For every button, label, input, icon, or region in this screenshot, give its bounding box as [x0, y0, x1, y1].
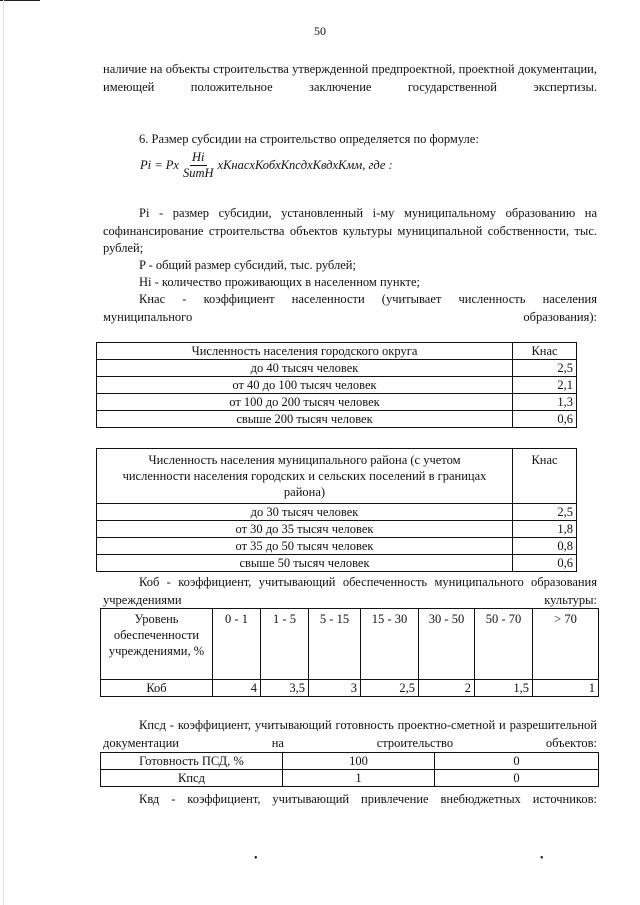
table-cell: 2,1: [513, 377, 577, 394]
definition-hi: Hi - количество проживающих в населенном пункте;: [139, 275, 420, 289]
table-cell: 1: [533, 680, 599, 697]
table-cell: 0,6: [513, 411, 577, 428]
table-cell: от 30 до 35 тысяч человек: [97, 521, 513, 538]
table-header-row: [97, 343, 577, 360]
table-row: [97, 394, 577, 411]
formula-denominator: SumH: [182, 166, 214, 180]
table-header-cell: 5 - 15: [309, 609, 361, 680]
table-cell: Кпсд: [101, 770, 283, 787]
table-row: [97, 521, 577, 538]
table-row: [101, 753, 599, 770]
table-cell: 3,5: [261, 680, 309, 697]
table-row: [97, 377, 577, 394]
formula-fraction: [181, 150, 216, 181]
subsidy-formula: [140, 150, 393, 181]
formula-lhs: Pi = Px: [140, 158, 179, 172]
table-row: [97, 411, 577, 428]
table-cell: Коб: [101, 680, 213, 697]
table-row: [101, 680, 599, 697]
table-cell: от 35 до 50 тысяч человек: [97, 538, 513, 555]
table-cell: 0: [435, 770, 599, 787]
table-row: [97, 360, 577, 377]
table-cell: Готовность ПСД, %: [101, 753, 283, 770]
table-cell: 0: [435, 753, 599, 770]
table-cell: 0,8: [513, 538, 577, 555]
table-cell: 2: [419, 680, 475, 697]
table-cell: 1: [283, 770, 435, 787]
paragraph-formula-intro: 6. Размер субсидии на строительство определяется по формуле:: [139, 132, 479, 146]
scan-edge-line: [3, 0, 4, 905]
table-header-cell: 1 - 5: [261, 609, 309, 680]
table-header-cell: 15 - 30: [361, 609, 419, 680]
table-institution-coverage: [100, 608, 599, 697]
table-cell: 2,5: [513, 360, 577, 377]
table-cell: до 40 тысяч человек: [97, 360, 513, 377]
table-header-cell: Уровень обеспеченности учреждениями, %: [101, 609, 213, 680]
definition-p: P - общий размер субсидий, тыс. рублей;: [139, 258, 356, 272]
table-cell: 1,3: [513, 394, 577, 411]
table-header-cell: > 70: [533, 609, 599, 680]
table-header-row: [101, 609, 599, 680]
formula-rhs: xКнасxКобxКпсдxКвдxКмм, где :: [217, 158, 393, 172]
table-cell: 1,5: [475, 680, 533, 697]
definition-pi: Pi - размер субсидии, установленный i-му муниципальному образованию на софинансирование строительства объектов культуры муниципальной собственности, тыс. рублей;: [103, 206, 597, 255]
table-header-cell: Численность населения муниципального района (с учетом численности населения городских и сельских поселений в границах района): [97, 449, 513, 504]
table-row: [101, 770, 599, 787]
table-cell: 2,5: [513, 504, 577, 521]
table-header-cell: Кнас: [513, 343, 577, 360]
formula-numerator: Hi: [192, 150, 205, 164]
table-cell: до 30 тысяч человек: [97, 504, 513, 521]
table-district-population: [96, 448, 577, 572]
table-cell: 4: [213, 680, 261, 697]
table-row: [97, 504, 577, 521]
table-header-cell: Кнас: [513, 449, 577, 504]
table-row: [97, 538, 577, 555]
table-design-readiness: [100, 752, 599, 787]
table-cell: 2,5: [361, 680, 419, 697]
table-city-population: [96, 342, 577, 428]
definition-kob: Коб - коэффициент, учитывающий обеспеченность муниципального образования учреждениями культуры:: [103, 575, 597, 607]
scan-speck: •: [540, 853, 544, 864]
table-header-row: [97, 449, 577, 504]
table-cell: 100: [283, 753, 435, 770]
definition-kpsd: Кпсд - коэффициент, учитывающий готовность проектно-сметной и разрешительной документации на строительство объектов:: [103, 718, 597, 750]
table-cell: 1,8: [513, 521, 577, 538]
definition-knas: Кнас - коэффициент населенности (учитывает численность населения муниципального образования):: [103, 292, 597, 324]
table-header-cell: Численность населения городского округа: [97, 343, 513, 360]
table-cell: от 100 до 200 тысяч человек: [97, 394, 513, 411]
table-cell: 0,6: [513, 555, 577, 572]
table-cell: от 40 до 100 тысяч человек: [97, 377, 513, 394]
table-row: [97, 555, 577, 572]
table-header-cell: 30 - 50: [419, 609, 475, 680]
page-number: 50: [314, 24, 326, 38]
table-header-cell: 50 - 70: [475, 609, 533, 680]
table-cell: 3: [309, 680, 361, 697]
paragraph-expertise: наличие на объекты строительства утвержденной предпроектной, проектной документации, имеющей положительное заключение государственной экспертизы.: [103, 62, 597, 94]
definition-kvd: Квд - коэффициент, учитывающий привлечение внебюджетных источников:: [139, 792, 597, 806]
table-cell: свыше 50 тысяч человек: [97, 555, 513, 572]
table-cell: свыше 200 тысяч человек: [97, 411, 513, 428]
table-header-cell: 0 - 1: [213, 609, 261, 680]
scan-speck: •: [254, 853, 258, 864]
scan-edge-mark: [0, 0, 40, 1]
